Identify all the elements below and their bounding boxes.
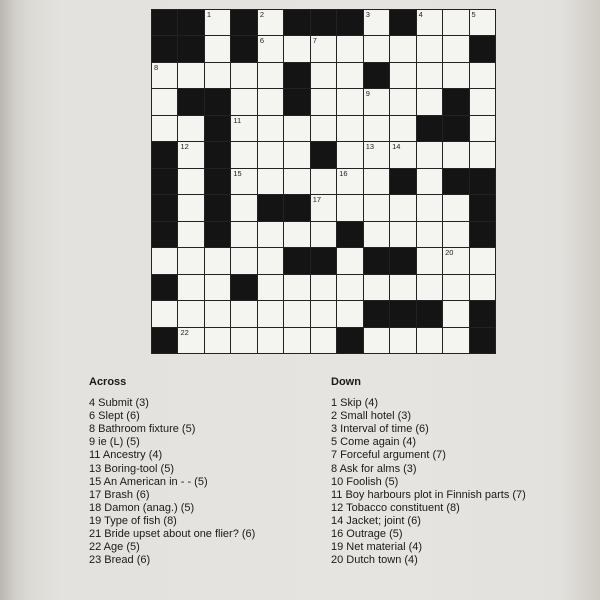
clue-number: 4: [418, 10, 423, 19]
black-square: [178, 89, 203, 114]
grid-cell[interactable]: [178, 169, 203, 194]
grid-cell[interactable]: [364, 328, 389, 353]
black-square: [390, 10, 415, 35]
black-square: [311, 142, 336, 167]
across-heading: Across: [89, 376, 127, 388]
grid-cell[interactable]: [178, 328, 203, 353]
down-clue: 14 Jacket; joint (6): [331, 514, 421, 527]
grid-cell[interactable]: [470, 275, 495, 300]
grid-cell[interactable]: [205, 301, 230, 326]
grid-cell[interactable]: [284, 275, 309, 300]
grid-cell[interactable]: [470, 248, 495, 273]
grid-cell[interactable]: [258, 169, 283, 194]
black-square: [205, 89, 230, 114]
black-square: [152, 142, 177, 167]
clue-number: 8: [154, 62, 159, 72]
across-clues: [89, 376, 255, 567]
grid-cell[interactable]: [231, 142, 256, 167]
grid-cell[interactable]: [311, 195, 336, 220]
grid-cell[interactable]: [417, 63, 442, 88]
black-square: [231, 275, 256, 300]
black-square: [258, 195, 283, 220]
grid-cell[interactable]: [417, 89, 442, 114]
down-clue: 3 Interval of time (6): [331, 423, 429, 436]
grid-cell[interactable]: [337, 301, 362, 326]
down-heading: Down: [331, 376, 361, 388]
clue-number: 17: [312, 195, 322, 205]
across-clue: 8 Bathroom fixture (5): [89, 423, 196, 436]
grid-cell[interactable]: [443, 36, 468, 61]
black-square: [205, 142, 230, 167]
black-square: [284, 89, 309, 114]
grid-cell[interactable]: [390, 89, 415, 114]
grid-cell[interactable]: [364, 195, 389, 220]
grid-cell[interactable]: [205, 248, 230, 273]
black-square: [390, 301, 415, 326]
across-clue: 4 Submit (3): [89, 397, 149, 410]
black-square: [443, 116, 468, 141]
across-clue: 18 Damon (anag.) (5): [89, 501, 195, 514]
grid-cell[interactable]: [390, 116, 415, 141]
grid-cell[interactable]: [443, 275, 468, 300]
clue-number: 7: [312, 36, 317, 46]
black-square: [364, 63, 389, 88]
grid-cell[interactable]: [337, 275, 362, 300]
grid-cell[interactable]: [231, 195, 256, 220]
grid-cell[interactable]: [258, 10, 283, 35]
black-square: [443, 89, 468, 114]
grid-cell[interactable]: [417, 169, 442, 194]
black-square: [364, 301, 389, 326]
crossword-grid: [151, 9, 496, 354]
grid-cell[interactable]: [284, 328, 309, 353]
grid-cell[interactable]: [390, 142, 415, 167]
black-square: [178, 36, 203, 61]
grid-cell[interactable]: [231, 301, 256, 326]
grid-cell[interactable]: [417, 222, 442, 247]
grid-cell[interactable]: [284, 222, 309, 247]
grid-cell[interactable]: [470, 116, 495, 141]
down-clue: 19 Net material (4): [331, 541, 423, 554]
grid-cell[interactable]: [417, 10, 442, 35]
clue-number: 14: [392, 142, 401, 152]
grid-cell[interactable]: [258, 89, 283, 114]
clue-number: 12: [180, 142, 189, 152]
grid-cell[interactable]: [337, 116, 362, 141]
grid-cell[interactable]: [470, 10, 495, 35]
grid-cell[interactable]: [231, 328, 256, 353]
grid-cell[interactable]: [417, 36, 442, 61]
black-square: [364, 248, 389, 273]
black-square: [337, 222, 362, 247]
black-square: [470, 169, 495, 194]
grid-cell[interactable]: [390, 195, 415, 220]
grid-cell[interactable]: [284, 142, 309, 167]
grid-cell[interactable]: [258, 36, 283, 61]
across-clue-list: [89, 397, 255, 567]
grid-cell[interactable]: [311, 301, 336, 326]
grid-cell[interactable]: [337, 89, 362, 114]
grid-cell[interactable]: [178, 63, 203, 88]
clue-number: 9: [365, 89, 370, 99]
grid-cell[interactable]: [152, 116, 177, 141]
black-square: [152, 10, 177, 35]
grid-cell[interactable]: [258, 301, 283, 326]
clue-number: 6: [259, 36, 265, 46]
black-square: [417, 301, 442, 326]
down-clue: 5 Come again (4): [331, 436, 416, 449]
grid-cell[interactable]: [205, 10, 230, 35]
down-clue: 1 Skip (4): [331, 397, 379, 410]
grid-cell[interactable]: [231, 63, 256, 88]
grid-cell[interactable]: [178, 142, 203, 167]
grid-cell[interactable]: [364, 116, 389, 141]
grid-cell[interactable]: [258, 222, 283, 247]
grid-cell[interactable]: [205, 275, 230, 300]
grid-cell[interactable]: [443, 10, 468, 35]
grid-cell[interactable]: [337, 169, 362, 194]
down-clue: 8 Ask for alms (3): [331, 462, 417, 475]
grid-cell[interactable]: [470, 89, 495, 114]
black-square: [152, 275, 177, 300]
grid-cell[interactable]: [443, 222, 468, 247]
grid-cell[interactable]: [152, 301, 177, 326]
across-clue: 21 Bride upset about one flier? (6): [89, 528, 256, 541]
down-clue: 2 Small hotel (3): [331, 410, 412, 423]
grid-cell[interactable]: [390, 328, 415, 353]
black-square: [470, 301, 495, 326]
clue-number: 5: [471, 10, 476, 19]
grid-cell[interactable]: [311, 222, 336, 247]
clue-number: 3: [365, 10, 370, 19]
grid-cell[interactable]: [417, 195, 442, 220]
grid-cell[interactable]: [443, 195, 468, 220]
grid-cell[interactable]: [284, 36, 309, 61]
grid-cell[interactable]: [231, 248, 256, 273]
black-square: [390, 169, 415, 194]
black-square: [152, 328, 177, 353]
black-square: [311, 10, 336, 35]
grid-cell[interactable]: [417, 142, 442, 167]
across-clue: 9 ie (L) (5): [89, 436, 140, 449]
grid-cell[interactable]: [258, 248, 283, 273]
grid-cell[interactable]: [311, 36, 336, 61]
black-square: [337, 328, 362, 353]
black-square: [152, 169, 177, 194]
grid-cell[interactable]: [390, 36, 415, 61]
grid-cell[interactable]: [231, 116, 256, 141]
black-square: [284, 195, 309, 220]
clue-number: 22: [180, 327, 189, 337]
grid-cell[interactable]: [311, 328, 336, 353]
grid-cell[interactable]: [284, 301, 309, 326]
black-square: [205, 116, 230, 141]
grid-cell[interactable]: [390, 222, 415, 247]
across-clue: 11 Ancestry (4): [89, 449, 163, 462]
grid-cell[interactable]: [337, 63, 362, 88]
grid-cell[interactable]: [152, 89, 177, 114]
black-square: [231, 36, 256, 61]
grid-cell[interactable]: [178, 275, 203, 300]
down-clue: 11 Boy harbours plot in Finnish parts (7): [331, 488, 526, 501]
grid-cell[interactable]: [258, 63, 283, 88]
black-square: [284, 10, 309, 35]
grid-cell[interactable]: [205, 328, 230, 353]
grid-cell[interactable]: [178, 222, 203, 247]
across-clue: 15 An American in - - (5): [89, 475, 208, 488]
clue-number: 20: [445, 248, 454, 258]
grid-cell[interactable]: [364, 89, 389, 114]
grid-cell[interactable]: [470, 63, 495, 88]
across-clue: 22 Age (5): [89, 541, 140, 554]
grid-cell[interactable]: [364, 222, 389, 247]
grid-cell[interactable]: [364, 169, 389, 194]
grid-cell[interactable]: [337, 248, 362, 273]
black-square: [417, 116, 442, 141]
down-clue-list: [331, 397, 526, 567]
grid-cell[interactable]: [258, 142, 283, 167]
clue-number: 1: [206, 10, 212, 19]
grid-cell[interactable]: [443, 301, 468, 326]
grid-cell[interactable]: [443, 142, 468, 167]
grid-cell[interactable]: [443, 248, 468, 273]
down-clue: 12 Tobacco constituent (8): [331, 501, 460, 514]
black-square: [178, 10, 203, 35]
grid-cell[interactable]: [258, 328, 283, 353]
grid-cell[interactable]: [337, 142, 362, 167]
black-square: [470, 328, 495, 353]
grid-cell[interactable]: [231, 89, 256, 114]
grid-cell[interactable]: [231, 169, 256, 194]
grid-cell[interactable]: [284, 169, 309, 194]
black-square: [470, 195, 495, 220]
clue-number: 16: [339, 168, 348, 178]
down-clue: 20 Dutch town (4): [331, 554, 418, 567]
grid-cell[interactable]: [231, 222, 256, 247]
grid-cell[interactable]: [258, 275, 283, 300]
across-clue: 23 Bread (6): [89, 554, 151, 567]
black-square: [205, 222, 230, 247]
grid-cell[interactable]: [178, 116, 203, 141]
black-square: [152, 36, 177, 61]
grid-cell[interactable]: [417, 248, 442, 273]
black-square: [205, 169, 230, 194]
grid-cell[interactable]: [311, 89, 336, 114]
clue-number: 2: [259, 10, 265, 19]
clue-number: 13: [365, 142, 375, 152]
black-square: [311, 248, 336, 273]
page-shadow: [0, 0, 18, 600]
black-square: [470, 222, 495, 247]
clue-number: 11: [233, 115, 242, 125]
across-clue: 6 Slept (6): [89, 410, 140, 423]
black-square: [470, 36, 495, 61]
black-square: [284, 63, 309, 88]
clue-number: 15: [233, 168, 242, 178]
grid-cell[interactable]: [311, 63, 336, 88]
grid-cell[interactable]: [337, 36, 362, 61]
black-square: [231, 10, 256, 35]
grid-cell[interactable]: [390, 275, 415, 300]
black-square: [337, 10, 362, 35]
grid-cell[interactable]: [364, 10, 389, 35]
grid-cell[interactable]: [311, 169, 336, 194]
grid-cell[interactable]: [364, 36, 389, 61]
grid-cell[interactable]: [178, 301, 203, 326]
down-clues: [331, 376, 526, 567]
black-square: [284, 248, 309, 273]
grid-cell[interactable]: [284, 116, 309, 141]
grid-cell[interactable]: [337, 195, 362, 220]
grid-cell[interactable]: [417, 275, 442, 300]
across-clue: 17 Brash (6): [89, 488, 150, 501]
down-clue: 16 Outrage (5): [331, 528, 403, 541]
black-square: [443, 169, 468, 194]
grid-cell[interactable]: [205, 63, 230, 88]
grid-cell[interactable]: [311, 275, 336, 300]
grid-cell[interactable]: [152, 248, 177, 273]
across-clue: 19 Type of fish (8): [89, 514, 177, 527]
grid-cell[interactable]: [443, 328, 468, 353]
down-clue: 7 Forceful argument (7): [331, 449, 446, 462]
grid-cell[interactable]: [178, 248, 203, 273]
grid-cell[interactable]: [205, 36, 230, 61]
grid-cell[interactable]: [470, 142, 495, 167]
black-square: [205, 195, 230, 220]
grid-cell[interactable]: [152, 63, 177, 88]
down-clue: 10 Foolish (5): [331, 475, 399, 488]
grid-cell[interactable]: [417, 328, 442, 353]
grid-cell[interactable]: [258, 116, 283, 141]
grid-cell[interactable]: [390, 63, 415, 88]
grid-cell[interactable]: [364, 275, 389, 300]
grid-cell[interactable]: [364, 142, 389, 167]
black-square: [390, 248, 415, 273]
across-clue: 13 Boring-tool (5): [89, 462, 174, 475]
black-square: [152, 195, 177, 220]
grid-cell[interactable]: [311, 116, 336, 141]
grid-cell[interactable]: [178, 195, 203, 220]
black-square: [152, 222, 177, 247]
grid-cell[interactable]: [443, 63, 468, 88]
